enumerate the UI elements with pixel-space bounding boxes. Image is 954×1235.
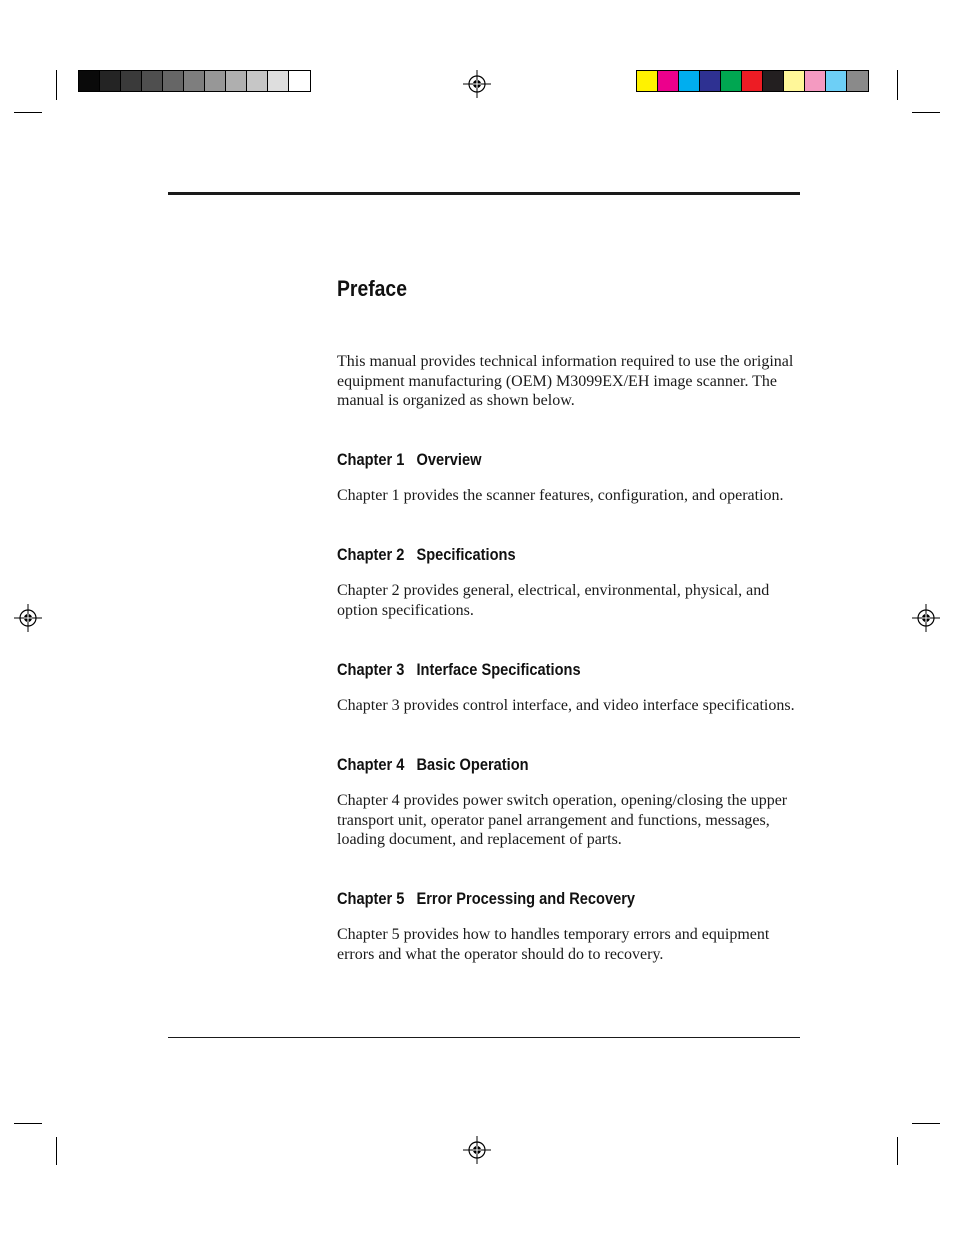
color-swatch — [700, 71, 721, 91]
chapter-4-name: Basic Operation — [416, 755, 529, 774]
registration-mark-icon — [14, 604, 42, 632]
color-swatch — [847, 71, 868, 91]
color-swatch — [247, 71, 268, 91]
chapter-2-label: Chapter 2 — [337, 545, 405, 564]
header-rule — [168, 192, 800, 195]
chapter-5-name: Error Processing and Recovery — [416, 889, 636, 908]
chapter-3-label: Chapter 3 — [337, 660, 405, 679]
color-swatch — [163, 71, 184, 91]
color-swatch — [205, 71, 226, 91]
color-swatch — [658, 71, 679, 91]
chapter-2-description: Chapter 2 provides general, electrical, environmental, physical, and option specifications. — [337, 582, 770, 619]
color-swatch — [742, 71, 763, 91]
intro-paragraph: This manual provides technical information required to use the original equipment manufacturing (OEM) M3099EX/EH image scanner. The manual is organized as shown below. — [337, 353, 794, 410]
color-swatch — [268, 71, 289, 91]
crop-mark — [912, 1123, 940, 1124]
chapter-1-label: Chapter 1 — [337, 450, 405, 469]
chapter-3-name: Interface Specifications — [416, 660, 581, 679]
color-swatch — [142, 71, 163, 91]
color-swatch — [826, 71, 847, 91]
chapter-3-description: Chapter 3 provides control interface, and video interface specifications. — [337, 697, 795, 714]
color-swatch — [637, 71, 658, 91]
page-title: Preface — [337, 276, 407, 301]
color-swatch — [121, 71, 142, 91]
color-swatch — [184, 71, 205, 91]
crop-mark — [897, 1137, 898, 1165]
color-swatch — [784, 71, 805, 91]
color-swatch — [226, 71, 247, 91]
crop-mark — [56, 1137, 57, 1165]
crop-mark — [56, 70, 57, 100]
color-swatch — [763, 71, 784, 91]
chapter-3-heading — [337, 660, 581, 680]
chapter-2-heading — [337, 545, 516, 565]
chapter-5-label: Chapter 5 — [337, 889, 405, 908]
crop-mark — [912, 112, 940, 113]
chapter-1-name: Overview — [416, 450, 482, 469]
chapter-2-name: Specifications — [416, 545, 516, 564]
chapter-1-heading — [337, 450, 482, 470]
color-swatch — [289, 71, 310, 91]
chapter-1-description: Chapter 1 provides the scanner features, configuration, and operation. — [337, 487, 784, 504]
crop-mark — [897, 70, 898, 100]
color-swatch — [79, 71, 100, 91]
registration-mark-icon — [463, 1136, 491, 1164]
registration-mark-icon — [912, 604, 940, 632]
footer-rule — [168, 1037, 800, 1038]
chapter-4-heading — [337, 755, 529, 775]
registration-mark-icon — [463, 70, 491, 98]
color-swatch — [721, 71, 742, 91]
color-swatch — [100, 71, 121, 91]
chapter-5-description: Chapter 5 provides how to handles temporary errors and equipment errors and what the operator should do to recovery. — [337, 926, 770, 963]
crop-mark — [14, 112, 42, 113]
color-swatch — [805, 71, 826, 91]
grayscale-color-bar — [78, 70, 311, 92]
chapter-4-label: Chapter 4 — [337, 755, 405, 774]
crop-mark — [14, 1123, 42, 1124]
color-swatch — [679, 71, 700, 91]
process-color-bar — [636, 70, 869, 92]
chapter-4-description: Chapter 4 provides power switch operation, opening/closing the upper transport unit, operator panel arrangement and functions, messages, loading document, and replacement of parts. — [337, 792, 788, 849]
chapter-5-heading — [337, 889, 635, 909]
